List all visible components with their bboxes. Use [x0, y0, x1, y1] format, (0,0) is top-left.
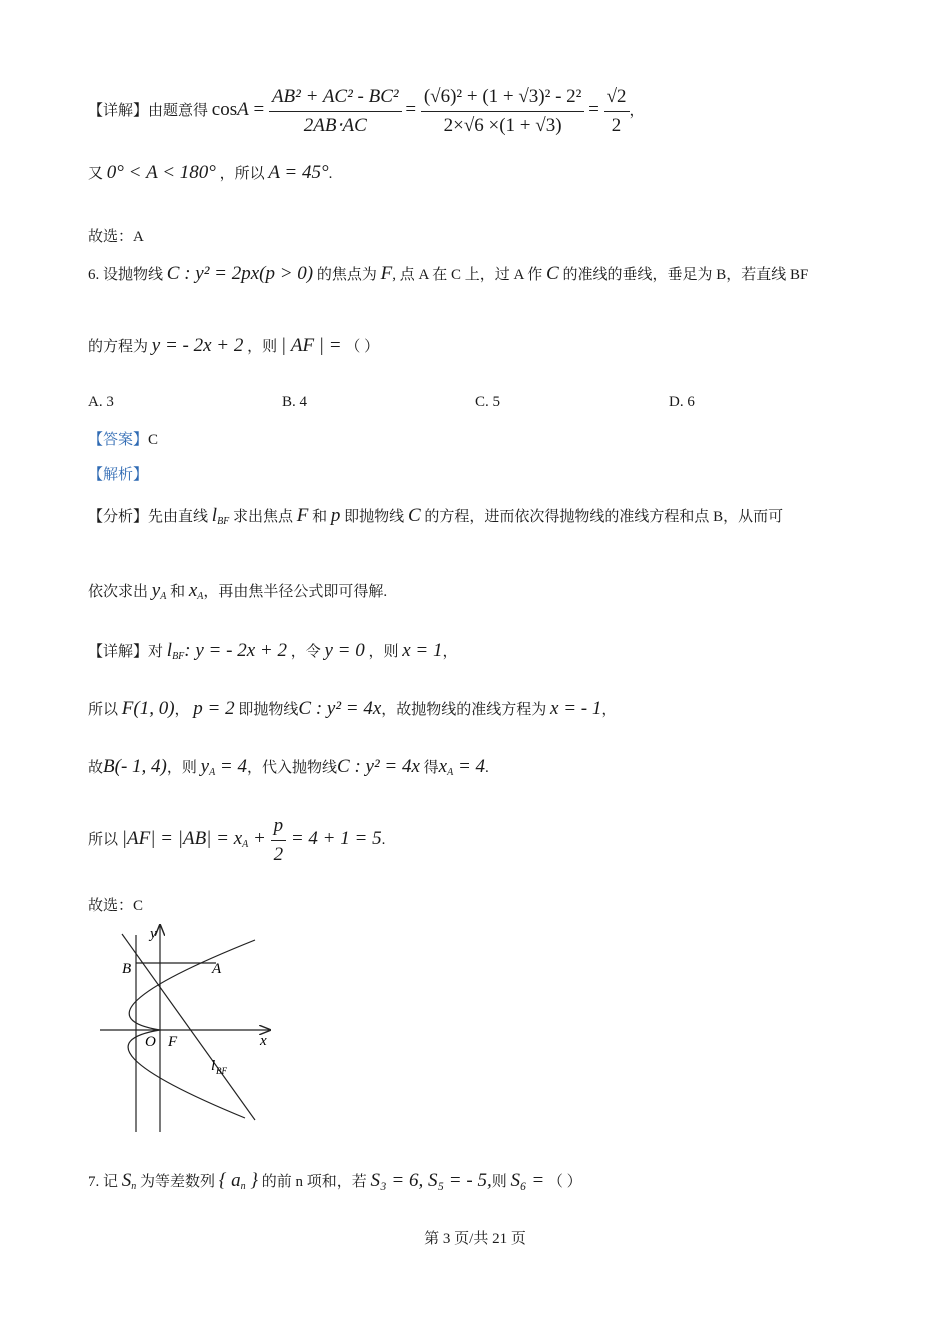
math: = 4 + 1 = 5: [286, 827, 382, 849]
option-d: D. 6: [669, 394, 695, 410]
brace: }: [245, 1170, 258, 1191]
equals-sign: =: [248, 98, 269, 120]
analysis-label: 【解析】: [88, 467, 149, 483]
answer-line: [88, 428, 158, 449]
fraction-denominator: 2: [611, 115, 622, 136]
fenxi-line1: [88, 505, 783, 527]
math: C : y² = 4x: [337, 756, 420, 777]
math: = 4: [453, 756, 486, 777]
text: ，: [174, 702, 190, 718]
line-equation: y = - 2x + 2: [151, 335, 244, 356]
fraction-numerator: AB² + AC² - BC²: [269, 83, 402, 112]
text: 求出焦点: [233, 509, 294, 525]
q6-choice: 故选：C: [88, 898, 144, 914]
option-b: B. 4: [282, 394, 308, 410]
text: , 点 A 在 C 上，过 A 作: [392, 267, 543, 283]
text: 故: [88, 760, 104, 776]
fraction-numerator: √2: [604, 83, 630, 112]
text: 对: [148, 644, 164, 660]
period: .: [381, 831, 386, 848]
parabola-equation: C : y² = 2px(p > 0): [166, 263, 314, 284]
text: ，令: [290, 644, 321, 660]
answer-value: C: [148, 432, 159, 448]
text: ，代入抛物线: [247, 760, 338, 776]
equals-sign: =: [405, 98, 421, 120]
option-a: A. 3: [88, 394, 114, 410]
focus-symbol: F: [380, 263, 393, 284]
math: x = - 1: [550, 698, 602, 719]
math: = 4: [215, 756, 247, 777]
text: 先由直线: [148, 509, 209, 525]
xa-symbol: x: [188, 580, 198, 601]
text: 和: [312, 509, 328, 525]
fraction-numerator: (√6)² + (1 + √3)² - 2²: [421, 83, 585, 112]
text: 所以: [88, 702, 119, 718]
p-over-2-fraction: [271, 812, 287, 869]
q6-stem-line1: [88, 263, 808, 285]
q5-range-line: [88, 162, 332, 184]
math: |AF| = |AB| = x: [121, 827, 243, 849]
text: 的焦点为: [316, 267, 377, 283]
fraction-denominator: 2AB⋅AC: [303, 115, 367, 136]
subscript: BF: [172, 651, 185, 662]
math: F(1, 0): [121, 698, 175, 719]
parabola-curve: [128, 940, 255, 1118]
y-axis-label: y: [150, 926, 157, 942]
text: 6. 设抛物线: [88, 267, 164, 283]
focus-label: F: [168, 1034, 178, 1050]
text: 为等差数列: [140, 1174, 216, 1190]
detail-text: 由题意得: [148, 102, 209, 119]
page-footer: 第 3 页/共 21 页: [424, 1231, 526, 1247]
line-equation: : y = - 2x + 2: [184, 640, 287, 661]
line-symbol: l: [211, 505, 218, 526]
math: C : y² = 4x: [298, 698, 382, 719]
text: ，所以: [219, 166, 265, 182]
x-axis-label: x: [260, 1033, 267, 1049]
ya-symbol: y: [151, 580, 161, 601]
text: 7. 记: [88, 1174, 119, 1190]
fraction-numerator: p: [271, 812, 287, 841]
q6-stem-line2: [88, 335, 379, 357]
subscript: n: [240, 1181, 246, 1192]
text: ，: [442, 644, 458, 660]
numeric-fraction: [421, 83, 585, 140]
curve-symbol: C: [407, 505, 421, 526]
line-label: l: [211, 1058, 216, 1074]
text: 的方程，进而依次得抛物线的准线方程和点 B，从而可: [424, 509, 784, 525]
answer-blank: （ ）: [547, 1174, 582, 1190]
text: ，则: [247, 339, 278, 355]
equals-sign: =: [588, 98, 604, 120]
option-c: C. 5: [475, 394, 501, 410]
line-bf: [122, 934, 255, 1120]
curve-symbol: C: [546, 263, 559, 284]
math: x: [438, 756, 448, 777]
text: 即抛物线: [238, 702, 299, 718]
line-symbol: l: [166, 640, 173, 661]
math: y = 0: [324, 640, 365, 661]
text: .: [485, 760, 489, 776]
text: 得: [423, 760, 439, 776]
detail-line3: [88, 756, 489, 778]
q7-stem: [88, 1170, 582, 1192]
text: 所以: [88, 831, 119, 848]
point-b-label: B: [122, 961, 132, 977]
text: ，: [601, 702, 617, 718]
angle-range: 0° < A < 180°: [106, 162, 216, 183]
math: x = 1: [402, 640, 443, 661]
angle-result: A = 45°: [268, 162, 329, 183]
math: p = 2: [193, 698, 235, 719]
detail-label: 【详解】: [88, 644, 149, 660]
answer-label: 【答案】: [88, 432, 149, 448]
text: 依次求出: [88, 584, 149, 600]
q5-detail-line: [88, 83, 645, 140]
subscript: A: [209, 767, 216, 778]
origin-label: O: [145, 1034, 156, 1050]
focus-symbol: F: [296, 505, 309, 526]
text: 即抛物线: [344, 509, 405, 525]
text: 的准线的垂线，垂足为 B，若直线 BF: [562, 267, 809, 283]
detail-line2: [88, 698, 616, 720]
math: B(- 1, 4): [103, 756, 167, 777]
sum-symbol: S: [121, 1170, 132, 1191]
text: 又: [88, 166, 104, 182]
distance-expression: | AF | =: [280, 335, 342, 356]
detail-line4: [88, 812, 385, 869]
text: ，则: [166, 760, 197, 776]
subscript: A: [447, 767, 454, 778]
text: 则: [491, 1174, 507, 1190]
result-fraction: [604, 83, 630, 140]
q5-answer: 故选：A: [88, 229, 144, 245]
subscript: A: [160, 591, 167, 602]
subscript: BF: [217, 516, 230, 527]
math: +: [248, 827, 271, 849]
comma: ，: [629, 102, 645, 119]
subscript: A: [242, 838, 249, 850]
answer-blank: （ ）: [345, 339, 380, 355]
p-symbol: p: [330, 505, 341, 526]
text: ，故抛物线的准线方程为: [381, 702, 547, 718]
parabola-figure: [95, 920, 285, 1140]
cos-symbol: cos: [211, 98, 238, 120]
fraction-denominator: 2×√6 ×(1 + √3): [443, 115, 562, 136]
detail-label: 【详解】: [88, 102, 149, 119]
conditions: S₃ = 6, S₅ = - 5,: [370, 1170, 492, 1191]
line-label-subscript: BF: [216, 1066, 227, 1076]
math: y: [200, 756, 210, 777]
text: 的方程为: [88, 339, 149, 355]
period: .: [328, 166, 333, 182]
text: 和: [170, 584, 186, 600]
text: ，再由焦半径公式即可得解.: [203, 584, 388, 600]
fenxi-label: 【分析】: [88, 509, 149, 525]
subscript: A: [197, 591, 204, 602]
detail-line1: [88, 640, 458, 662]
cosine-law-fraction: [269, 83, 402, 140]
target-expression: S₆ =: [510, 1170, 545, 1191]
subscript: n: [131, 1181, 137, 1192]
point-a-label: A: [212, 961, 222, 977]
text: 的前 n 项和，若: [261, 1174, 367, 1190]
angle-a: A: [237, 98, 249, 120]
sequence-symbol: { a: [218, 1170, 241, 1191]
fraction-denominator: 2: [273, 844, 284, 865]
text: ，则: [368, 644, 399, 660]
fenxi-line2: [88, 580, 387, 602]
